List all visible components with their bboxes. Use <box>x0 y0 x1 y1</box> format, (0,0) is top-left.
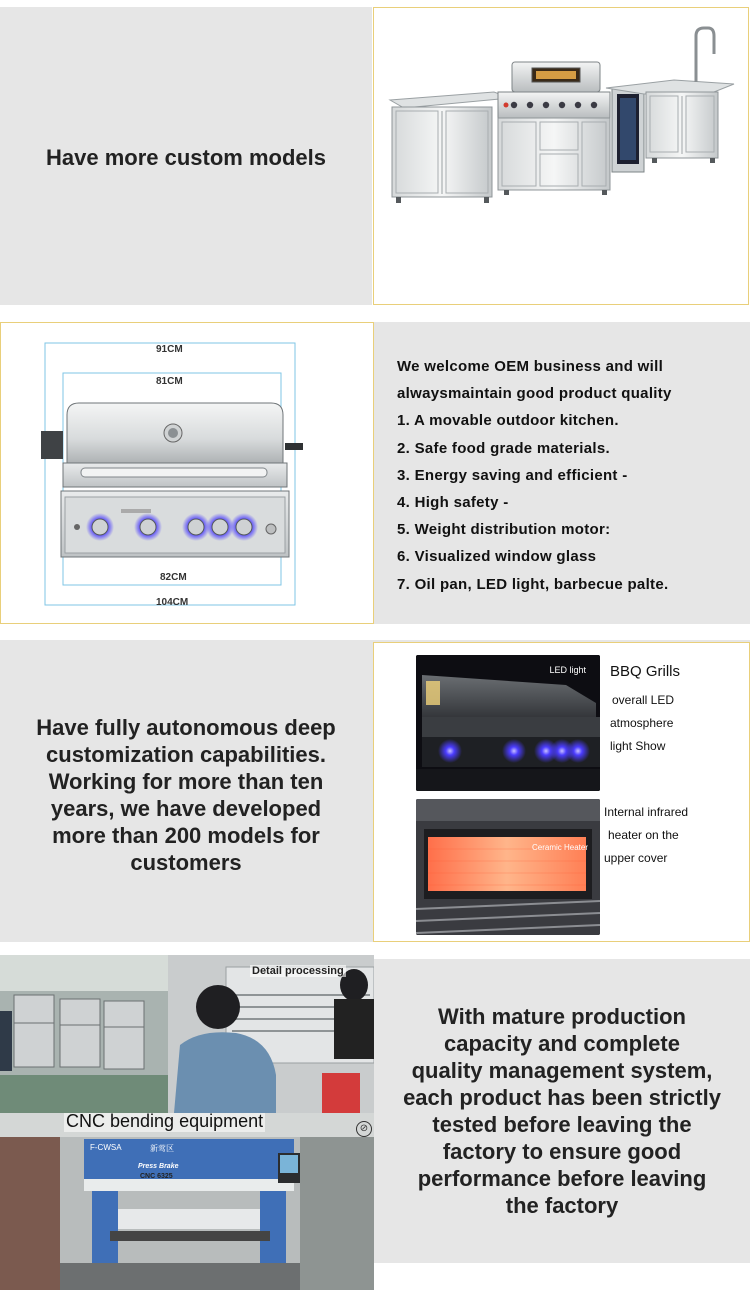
dimension-label-outer-top: 91CM <box>156 344 183 355</box>
customization-line: Have fully autonomous deep <box>36 715 336 740</box>
caption-line: Internal infrared <box>604 805 689 819</box>
section-production <box>0 955 750 1290</box>
caption-line: upper cover <box>604 851 668 865</box>
section-custom-models <box>0 0 750 310</box>
cnc-bending-label: CNC bending equipment <box>66 1113 264 1131</box>
production-line: With mature production <box>438 1004 686 1029</box>
outdoor-kitchen-photo <box>373 7 749 305</box>
custom-models-panel <box>0 7 372 305</box>
production-panel <box>374 959 750 1263</box>
feature-item: 1. A movable outdoor kitchen. <box>397 412 619 430</box>
customization-line: customization capabilities. <box>46 742 326 767</box>
caption-line: heater on the <box>608 828 679 842</box>
section-oem-features <box>0 322 750 624</box>
ceramic-heater-label: Ceramic Heater <box>531 843 588 852</box>
ceramic-heater-illustration <box>416 799 600 935</box>
bbq-grills-caption <box>610 663 740 758</box>
grill-dimension-illustration <box>1 323 373 623</box>
infrared-heater-caption <box>604 801 744 870</box>
cnc-bending-photo <box>0 1113 374 1290</box>
outdoor-kitchen-illustration <box>374 8 748 304</box>
feature-item: 2. Safe food grade materials. <box>397 439 610 457</box>
customization-line: Working for more than ten <box>48 769 324 794</box>
production-line: tested before leaving the <box>432 1112 692 1137</box>
close-icon: ⊘ <box>356 1121 372 1137</box>
production-heading <box>393 1003 731 1219</box>
customization-line: years, we have developed <box>50 796 322 821</box>
oem-intro-line-2: alwaysmaintain good product quality <box>397 385 672 403</box>
led-grill-illustration <box>416 655 600 791</box>
section-customization <box>0 640 750 942</box>
customization-panel <box>0 640 372 942</box>
production-line: each product has been strictly <box>403 1085 721 1110</box>
production-line: the factory <box>505 1193 619 1218</box>
led-light-label: LED light <box>549 665 586 675</box>
caption-line: light Show <box>610 739 666 753</box>
led-light-photo <box>416 655 600 791</box>
customization-heading <box>36 714 336 876</box>
production-line: quality management system, <box>411 1058 713 1083</box>
dimension-label-outer-bottom: 104CM <box>156 597 189 608</box>
machine-plate-line-2: CNC 6325 <box>140 1173 173 1180</box>
dimension-label-inner-bottom: 82CM <box>160 572 187 583</box>
customization-line: customers <box>130 850 242 875</box>
feature-item: 6. Visualized window glass <box>397 548 597 566</box>
detail-processing-label: Detail processing <box>252 965 344 977</box>
production-line: factory to ensure good <box>442 1139 682 1164</box>
workshop-illustration <box>0 955 374 1113</box>
grill-features-photos <box>373 642 750 942</box>
cnc-press-illustration <box>0 1113 374 1290</box>
production-line: capacity and complete <box>444 1031 680 1056</box>
bbq-grills-title: BBQ Grills <box>610 663 681 680</box>
feature-item: 5. Weight distribution motor: <box>397 521 611 539</box>
feature-item: 7. Oil pan, LED light, barbecue palte. <box>397 575 669 593</box>
ceramic-heater-photo <box>416 799 600 935</box>
factory-photos <box>0 955 374 1290</box>
production-line: performance before leaving <box>417 1166 707 1191</box>
customization-line: more than 200 models for <box>52 823 320 848</box>
custom-models-heading: Have more custom models <box>46 145 326 170</box>
dimension-label-inner-top: 81CM <box>156 376 183 387</box>
caption-line: overall LED <box>612 693 675 707</box>
machine-brand-label: F-CWSA <box>90 1143 122 1152</box>
detail-processing-photo <box>0 955 374 1113</box>
grill-dimension-diagram <box>0 322 374 624</box>
feature-item: 3. Energy saving and efficient - <box>397 466 628 484</box>
oem-intro-line-1: We welcome OEM business and will <box>397 358 664 375</box>
machine-sub-label: 新莺区 <box>150 1144 174 1153</box>
machine-plate-line-1: Press Brake <box>138 1163 179 1170</box>
oem-feature-list <box>374 322 750 624</box>
feature-item: 4. High safety - <box>397 494 509 512</box>
caption-line: atmosphere <box>610 716 674 730</box>
